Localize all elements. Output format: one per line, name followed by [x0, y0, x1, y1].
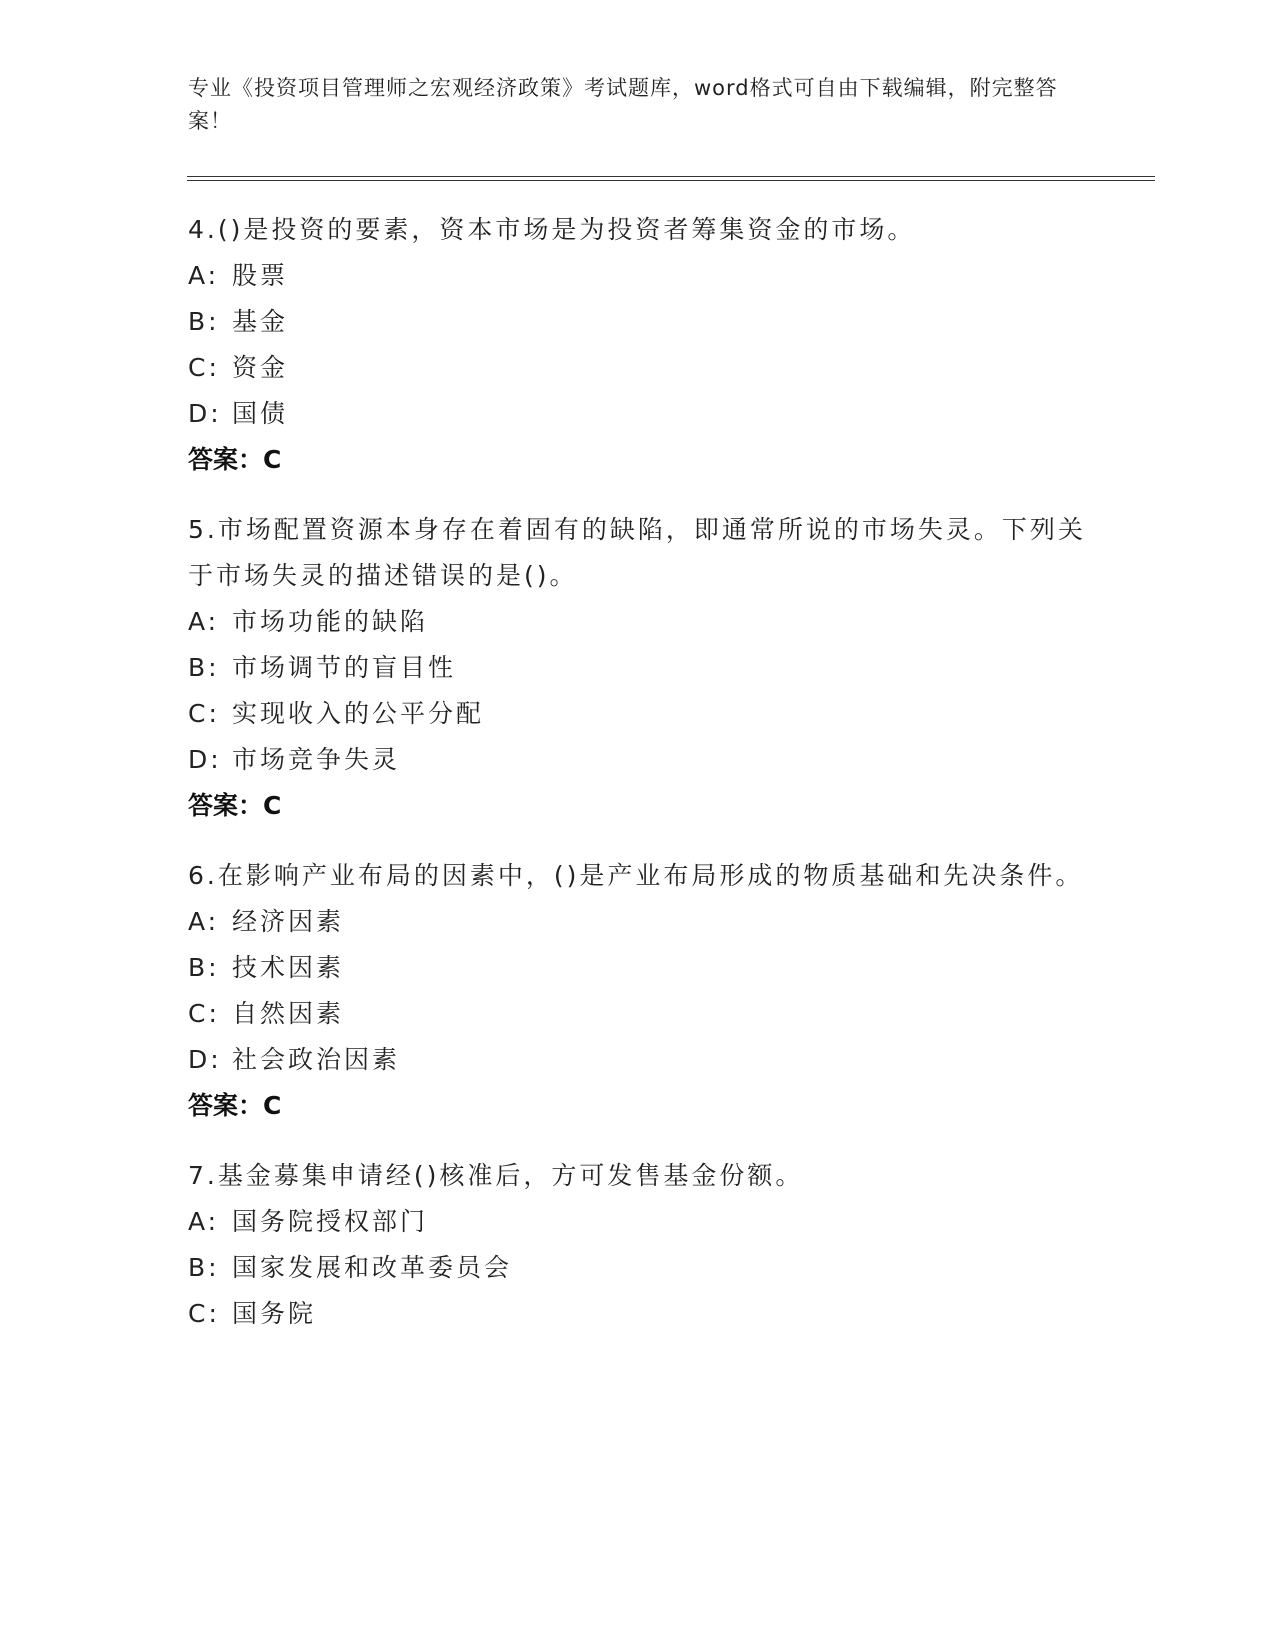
option-letter: D: [188, 1045, 222, 1074]
option-letter: C: [188, 999, 220, 1028]
question-item [188, 1153, 1088, 1337]
question-item [188, 207, 1088, 483]
option-letter: A: [188, 261, 220, 290]
question-stem: 7.基金募集申请经()核准后，方可发售基金份额。 [188, 1161, 804, 1190]
question-stem: 4.()是投资的要素，资本市场是为投资者筹集资金的市场。 [188, 215, 916, 244]
option-a [188, 599, 1088, 645]
option-text: 市场竞争失灵 [232, 745, 401, 774]
option-letter: C: [188, 353, 220, 382]
question-list [188, 207, 1088, 1361]
option-letter: B: [188, 653, 220, 682]
option-letter: B: [188, 1253, 220, 1282]
question-item [188, 507, 1088, 829]
option-c [188, 1291, 1088, 1337]
option-text: 国务院授权部门 [232, 1207, 429, 1236]
option-text: 国务院 [232, 1299, 317, 1328]
option-c [188, 991, 1088, 1037]
option-text: 实现收入的公平分配 [232, 699, 485, 728]
option-text: 市场功能的缺陷 [232, 607, 429, 636]
question-answer: 答案：C [188, 1091, 282, 1120]
option-text: 技术因素 [232, 953, 345, 982]
option-text: 社会政治因素 [232, 1045, 401, 1074]
question-item [188, 853, 1088, 1129]
question-stem: 6.在影响产业布局的因素中，()是产业布局形成的物质基础和先决条件。 [188, 861, 1084, 890]
option-letter: A: [188, 1207, 220, 1236]
question-stem: 5.市场配置资源本身存在着固有的缺陷，即通常所说的市场失灵。下列关于市场失灵的描述错误的是()。 [188, 515, 1086, 590]
option-a [188, 253, 1088, 299]
option-letter: C: [188, 699, 220, 728]
option-b [188, 1245, 1088, 1291]
option-text: 国债 [232, 399, 289, 428]
option-text: 股票 [232, 261, 289, 290]
option-c [188, 691, 1088, 737]
option-text: 自然因素 [232, 999, 345, 1028]
option-letter: D: [188, 399, 222, 428]
option-letter: B: [188, 953, 220, 982]
question-answer: 答案：C [188, 445, 282, 474]
option-d [188, 391, 1088, 437]
option-b [188, 299, 1088, 345]
option-a [188, 1199, 1088, 1245]
option-text: 资金 [232, 353, 289, 382]
header-divider [187, 176, 1155, 181]
option-letter: B: [188, 307, 220, 336]
option-b [188, 645, 1088, 691]
option-letter: A: [188, 907, 220, 936]
option-d [188, 1037, 1088, 1083]
option-letter: D: [188, 745, 222, 774]
option-b [188, 945, 1088, 991]
option-letter: A: [188, 607, 220, 636]
option-a [188, 899, 1088, 945]
question-answer: 答案：C [188, 791, 282, 820]
option-letter: C: [188, 1299, 220, 1328]
document-intro: 专业《投资项目管理师之宏观经济政策》考试题库，word格式可自由下载编辑，附完整答案！ [188, 76, 1058, 133]
option-text: 国家发展和改革委员会 [232, 1253, 513, 1282]
option-d [188, 737, 1088, 783]
option-text: 基金 [232, 307, 289, 336]
option-c [188, 345, 1088, 391]
option-text: 经济因素 [232, 907, 345, 936]
option-text: 市场调节的盲目性 [232, 653, 457, 682]
